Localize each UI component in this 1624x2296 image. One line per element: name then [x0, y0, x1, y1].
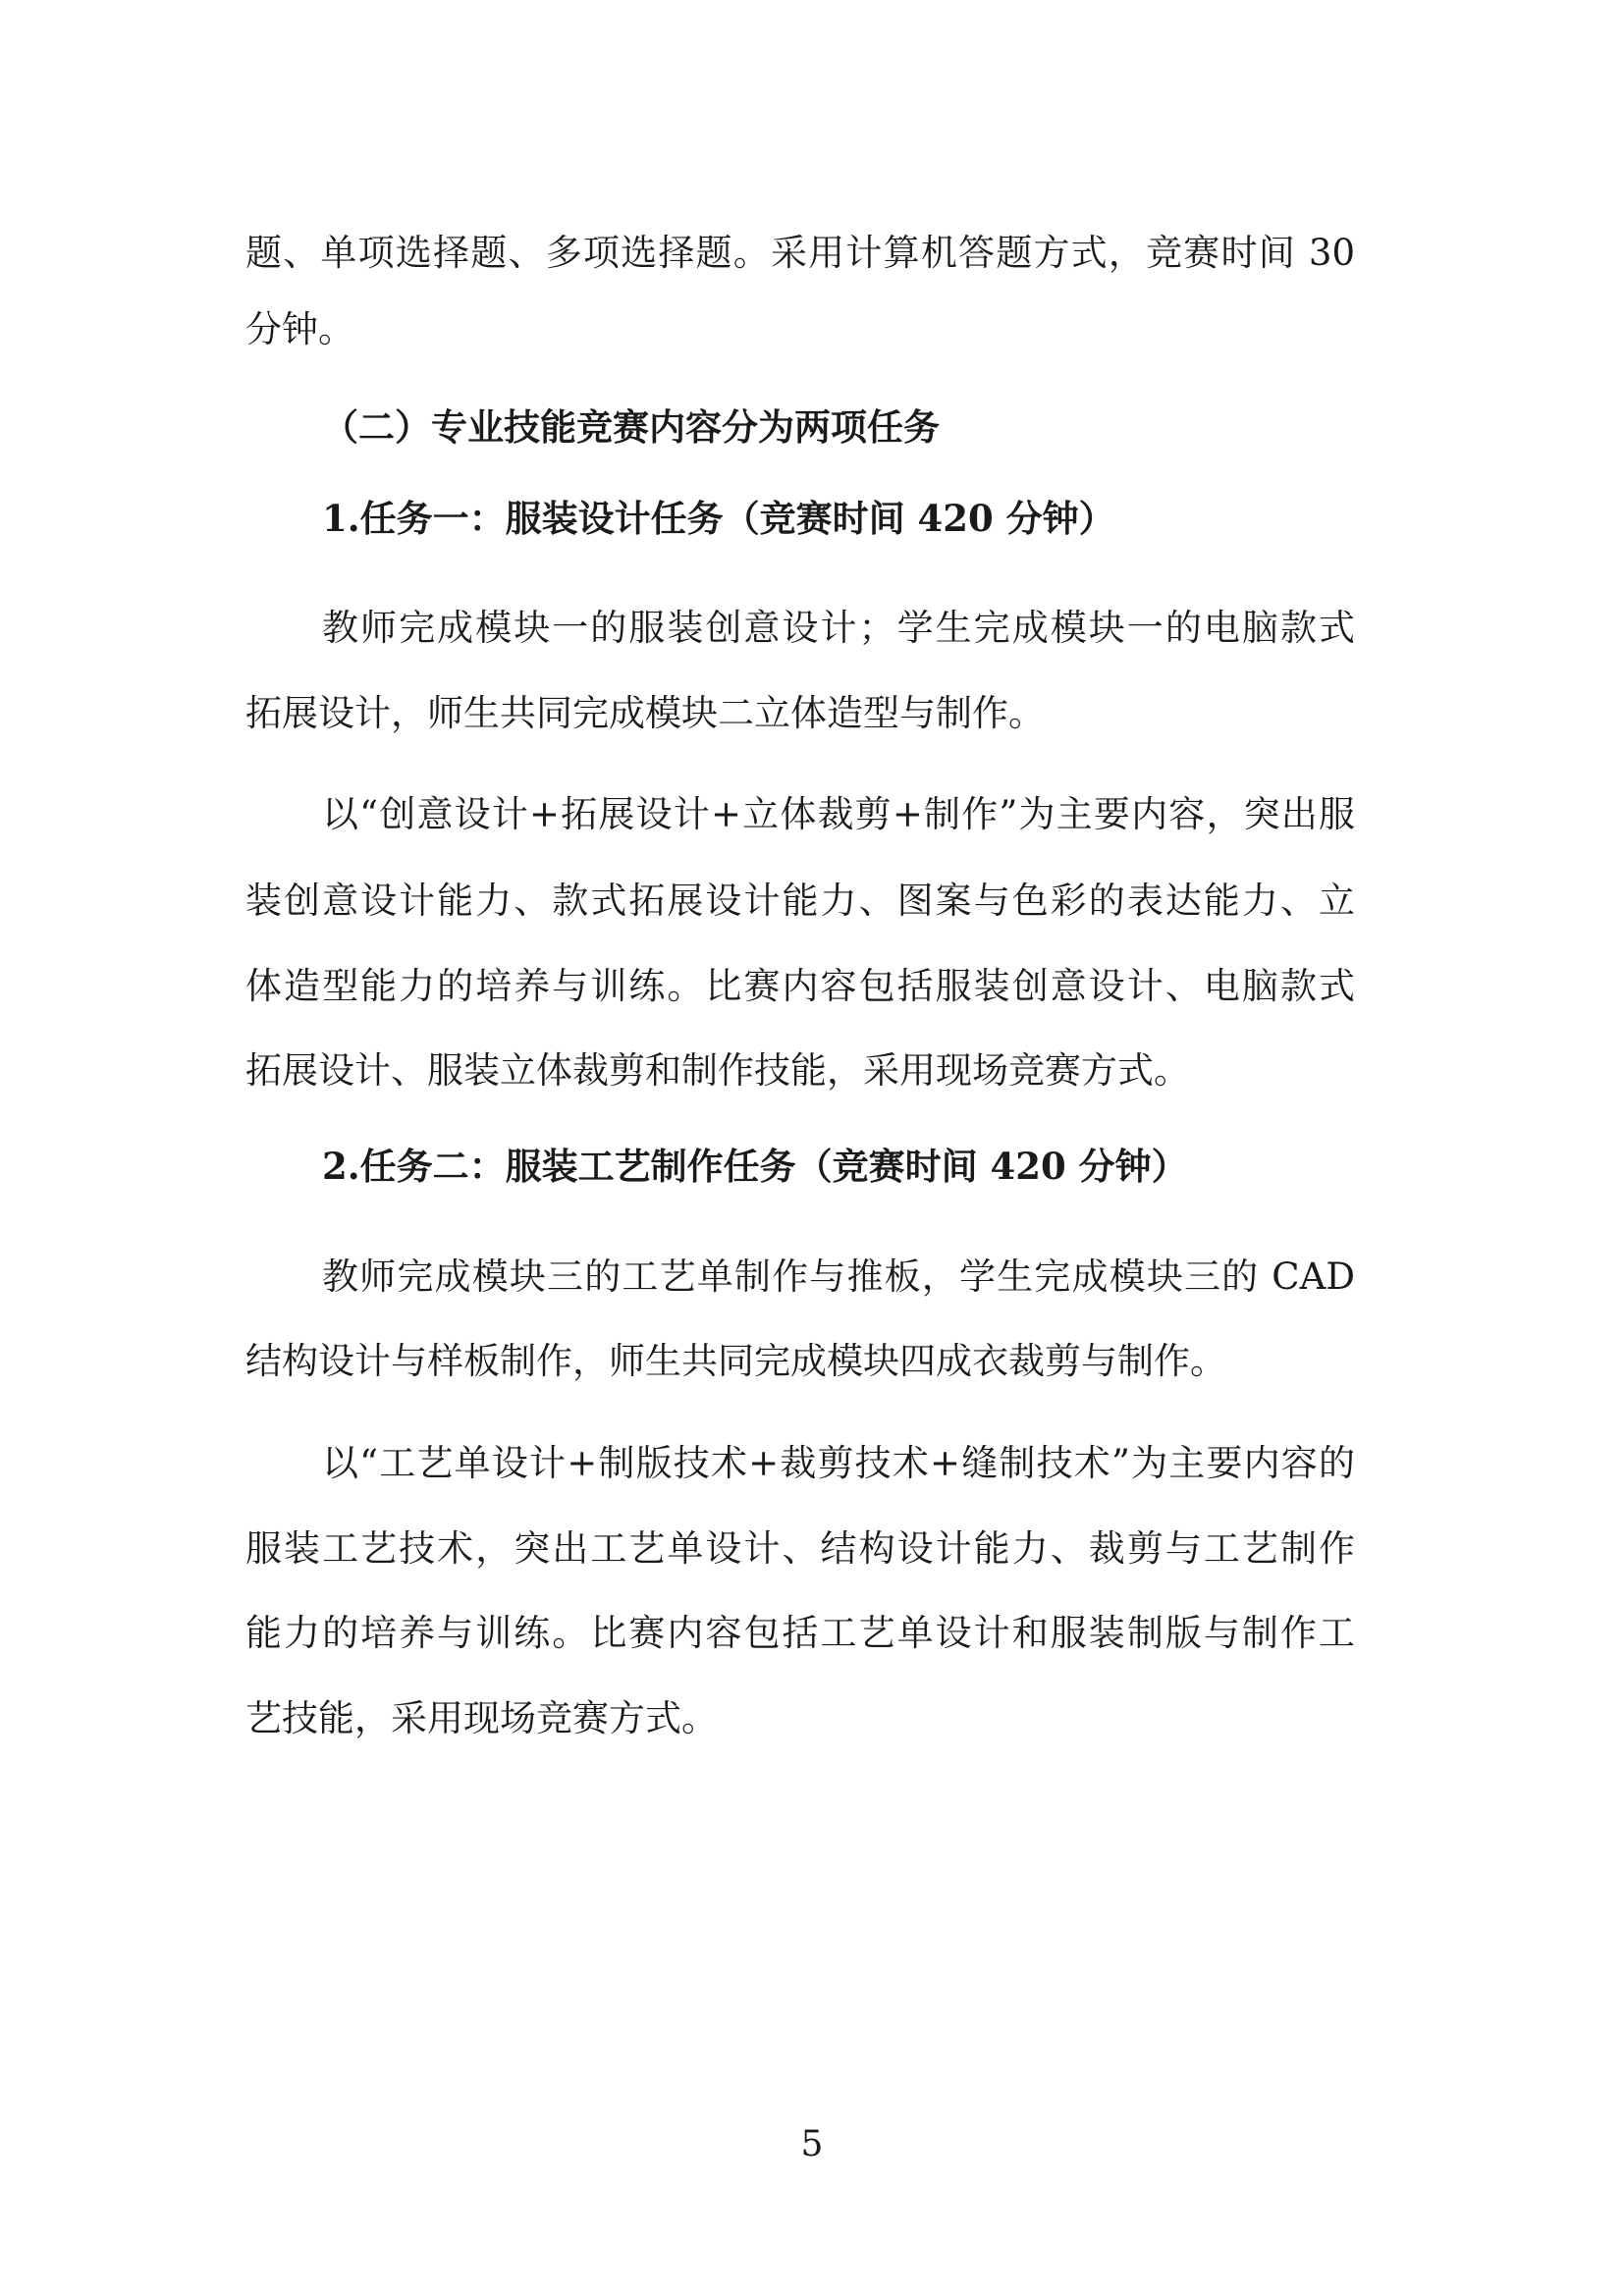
paragraph-line: 题、单项选择题、多项选择题。采用计算机答题方式，竞赛时间 30: [245, 232, 1355, 274]
page-number: 5: [800, 2124, 824, 2164]
section-heading: （二）专业技能竞赛内容分为两项任务: [322, 405, 940, 449]
paragraph-line: 教师完成模块三的工艺单制作与推板，学生完成模块三的 CAD: [322, 1255, 1355, 1298]
paragraph-line: 装创意设计能力、款式拓展设计能力、图案与色彩的表达能力、立: [245, 880, 1355, 922]
paragraph-line: 拓展设计、服装立体裁剪和制作技能，采用现场竞赛方式。: [245, 1049, 1190, 1092]
task-heading-2: 2.任务二：服装工艺制作任务（竞赛时间 420 分钟）: [322, 1145, 1188, 1188]
task-heading-1: 1.任务一：服装设计任务（竞赛时间 420 分钟）: [322, 497, 1115, 540]
paragraph-line: 能力的培养与训练。比赛内容包括工艺单设计和服装制版与制作工: [245, 1612, 1355, 1654]
paragraph-line: 拓展设计，师生共同完成模块二立体造型与制作。: [245, 692, 1045, 734]
paragraph-line: 以“工艺单设计+制版技术+裁剪技术+缝制技术”为主要内容的: [322, 1442, 1355, 1484]
paragraph-line: 体造型能力的培养与训练。比赛内容包括服装创意设计、电脑款式: [245, 965, 1355, 1007]
paragraph-line: 教师完成模块一的服装创意设计；学生完成模块一的电脑款式: [322, 607, 1355, 649]
paragraph-line: 分钟。: [245, 308, 354, 350]
paragraph-line: 艺技能，采用现场竞赛方式。: [245, 1697, 718, 1739]
paragraph-line: 结构设计与样板制作，师生共同完成模块四成衣裁剪与制作。: [245, 1340, 1226, 1382]
paragraph-line: 服装工艺技术，突出工艺单设计、结构设计能力、裁剪与工艺制作: [245, 1527, 1355, 1570]
paragraph-line: 以“创意设计+拓展设计+立体裁剪+制作”为主要内容，突出服: [322, 793, 1355, 835]
